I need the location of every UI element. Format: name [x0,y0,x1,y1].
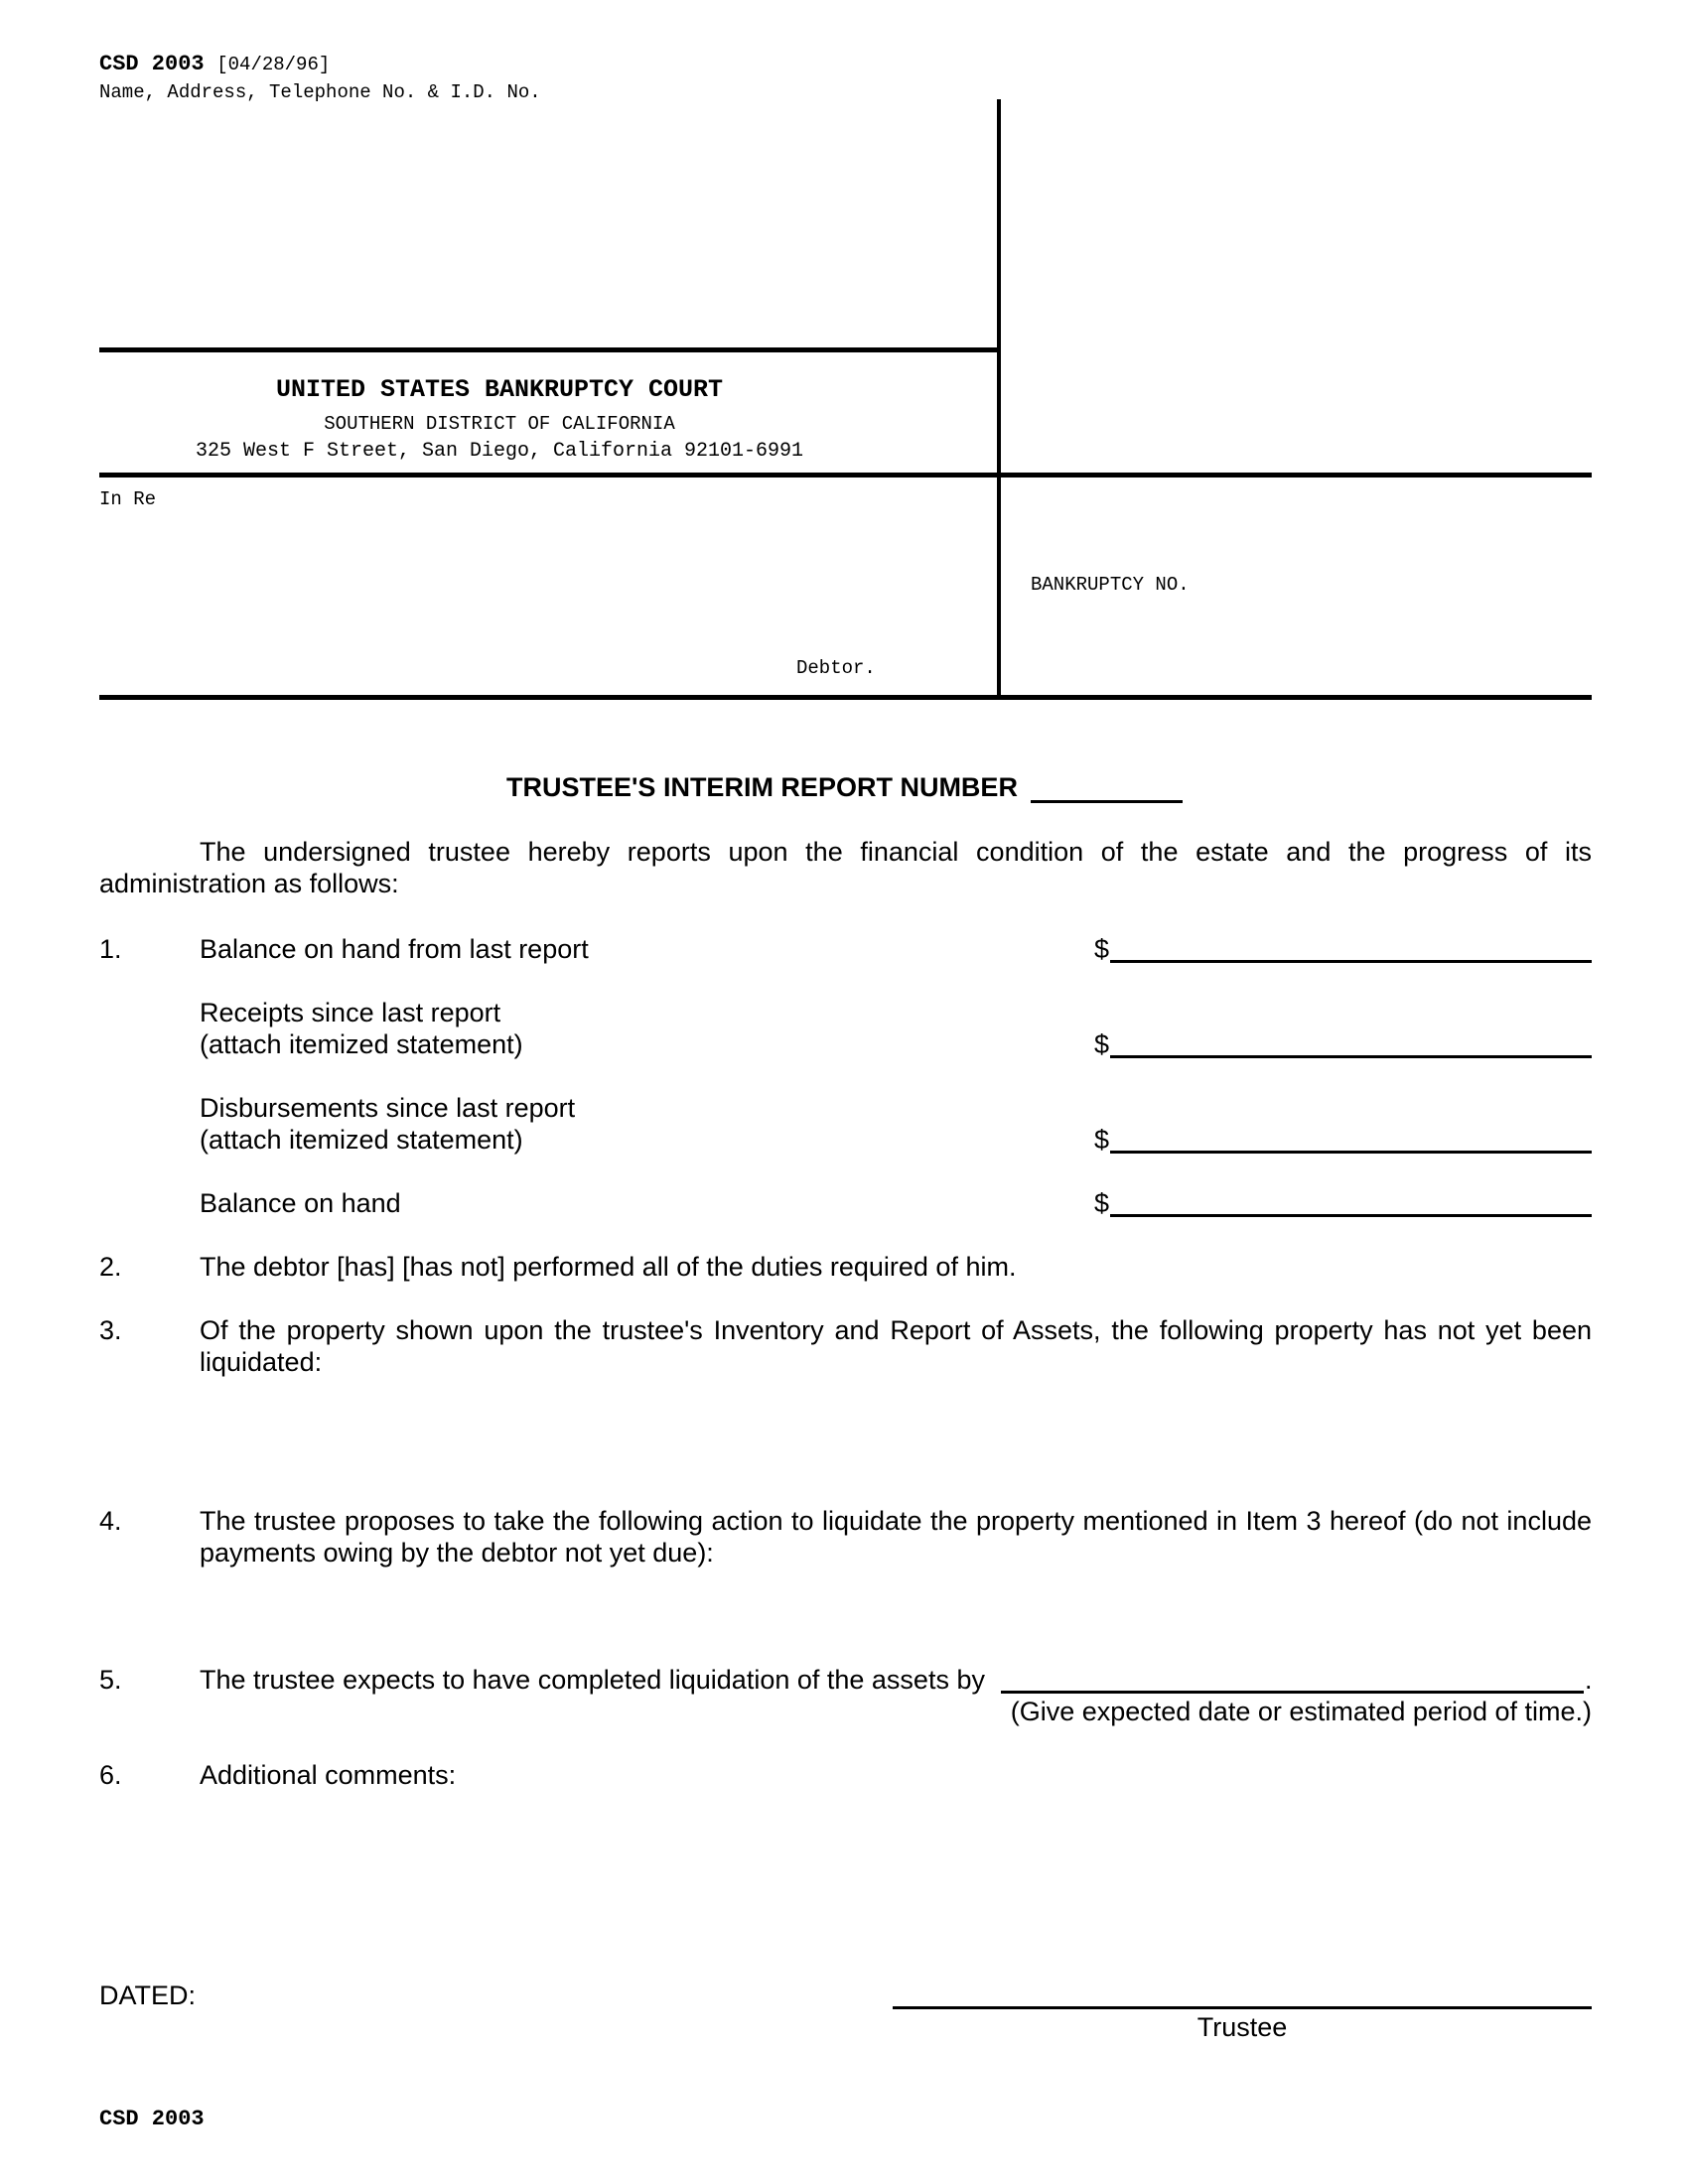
item4-text: The trustee proposes to take the following action to liquidate the property mentioned in Item 3 hereof (do not include payments owing by the debtor not yet due): [200,1506,1592,1568]
liquidation-date-field[interactable] [1001,1691,1584,1694]
form-header [99,52,330,76]
proposed-action-field[interactable] [200,1572,1592,1662]
currency-sign: $ [1094,934,1110,964]
unliquidated-property-field[interactable] [200,1382,1592,1491]
case-bottom-rule [99,695,1592,700]
report-title: TRUSTEE'S INTERIM REPORT NUMBER [506,772,1018,802]
name-address-label: Name, Address, Telephone No. & I.D. No. [99,81,541,103]
dated-label: DATED: [99,1980,197,2010]
item5-number: 5. [99,1665,122,1695]
footer-form-code: CSD 2003 [99,2107,205,2131]
disbursements-note: (attach itemized statement) [200,1125,523,1155]
vertical-divider [997,99,1001,699]
balance-last-field[interactable] [1110,960,1592,963]
case-top-rule [99,473,1592,478]
item2-text: The debtor [has] [has not] performed all of the duties required of him. [200,1252,1017,1282]
trustee-signature-line[interactable] [893,2006,1592,2009]
balance-on-hand-field[interactable] [1110,1214,1592,1217]
bankruptcy-no-label: BANKRUPTCY NO. [1031,574,1190,596]
bankruptcy-no-field[interactable] [1031,606,1587,655]
receipts-label: Receipts since last report [200,998,501,1027]
currency-sign: $ [1094,1029,1110,1059]
item5-text: The trustee expects to have completed liquidation of the assets by [200,1665,985,1695]
additional-comments-field[interactable] [200,1797,1592,1966]
item3-text: Of the property shown upon the trustee's Inventory and Report of Assets, the following property has not yet been liquidated: [200,1315,1592,1377]
debtor-name-field[interactable] [99,516,983,645]
attorney-info-field[interactable] [99,111,983,340]
debtor-label: Debtor. [796,657,876,679]
item4-number: 4. [99,1506,122,1536]
in-re-label: In Re [99,488,157,510]
form-date: [04/28/96] [216,54,331,75]
item1-number: 1. [99,934,122,964]
item6-text: Additional comments: [200,1760,457,1790]
form-code: CSD 2003 [99,52,205,76]
intro-paragraph: The undersigned trustee hereby reports upon the financial condition of the estate and the progress of its administration as follows: [99,837,1592,898]
date-field[interactable] [209,1976,725,2011]
court-address: 325 West F Street, San Diego, California 92101-6991 [195,440,804,463]
item3-number: 3. [99,1315,122,1345]
balance-on-hand-label: Balance on hand [200,1188,401,1218]
currency-sign: $ [1094,1188,1110,1218]
item5-period: . [1585,1665,1593,1695]
court-title: UNITED STATES BANKRUPTCY COURT [275,375,724,404]
disbursements-label: Disbursements since last report [200,1093,576,1123]
item6-number: 6. [99,1760,122,1790]
receipts-field[interactable] [1110,1055,1592,1058]
court-district: SOUTHERN DISTRICT OF CALIFORNIA [324,413,675,435]
report-number-field[interactable] [1031,800,1183,803]
court-top-rule [99,347,999,352]
trustee-label: Trustee [1196,2012,1288,2042]
item5-hint: (Give expected date or estimated period of time.) [1010,1697,1592,1726]
balance-last-label: Balance on hand from last report [200,934,589,964]
currency-sign: $ [1094,1125,1110,1155]
disbursements-field[interactable] [1110,1151,1592,1154]
item2-number: 2. [99,1252,122,1282]
receipts-note: (attach itemized statement) [200,1029,523,1059]
